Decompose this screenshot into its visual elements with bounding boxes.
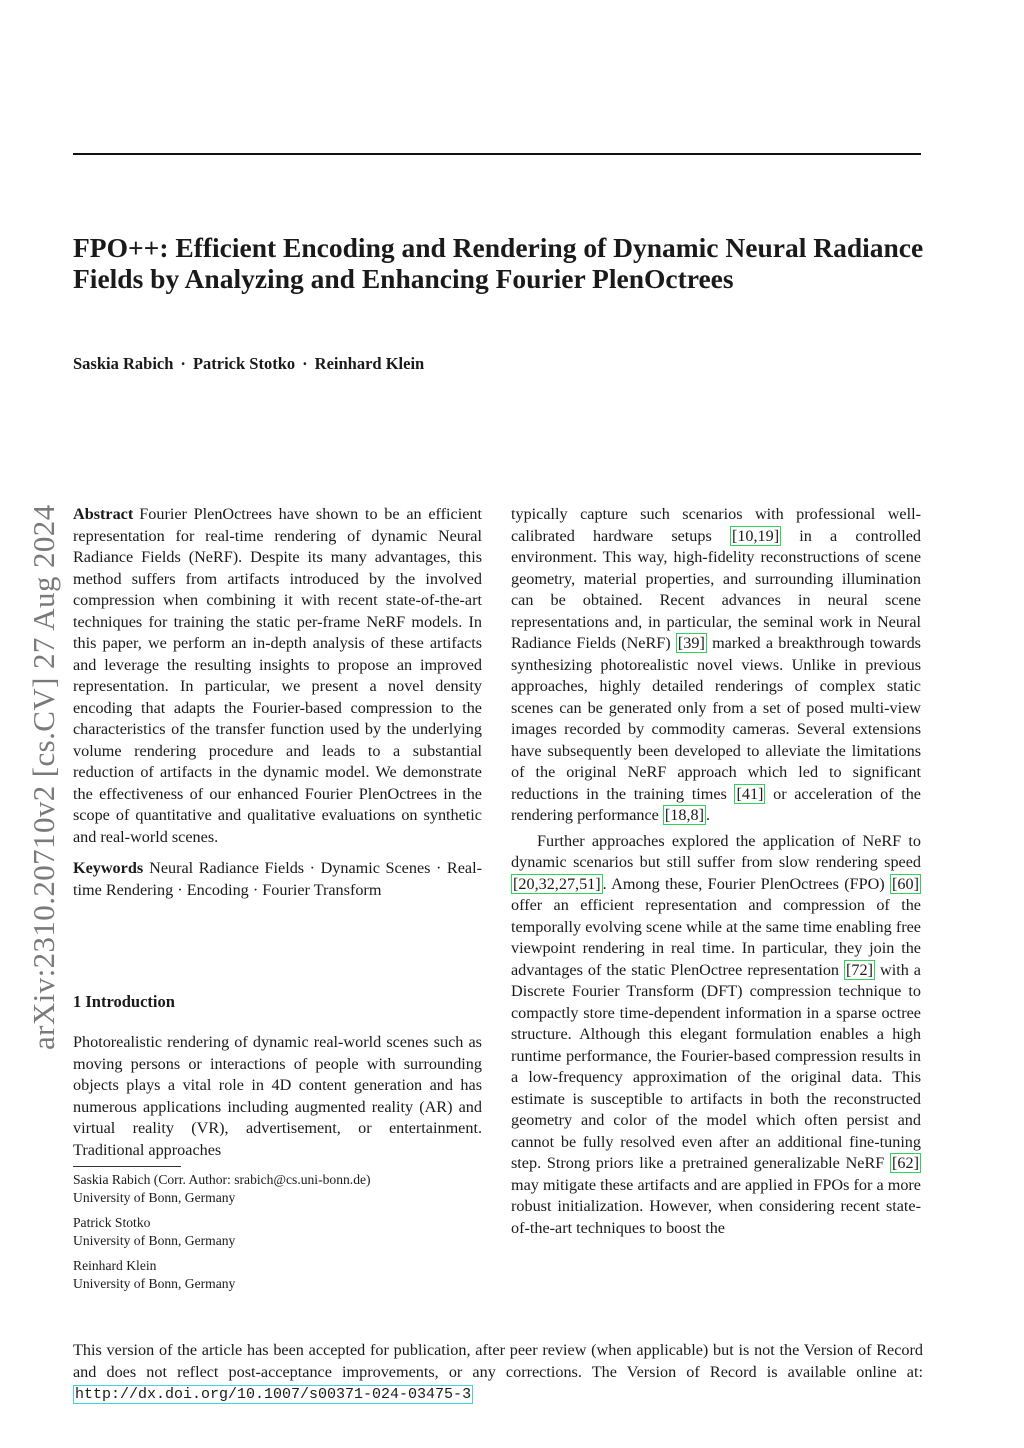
notice-text: This version of the article has been accepted for publication, after peer review (when applicable) but is not the Version of Record and does not reflect post-acceptance improvements, or any corrections. The Version of Record is available online at: <box>73 1341 923 1381</box>
header-rule <box>73 153 921 155</box>
body-text: may mitigate these artifacts and are applied in FPOs for a more robust initialization. However, when considering recent state-of-the-art techniques to boost the <box>511 1175 921 1237</box>
body-text: . <box>706 806 711 824</box>
doi-link[interactable]: http://dx.doi.org/10.1007/s00371-024-03475-3 <box>75 1386 472 1403</box>
author-affiliations <box>73 1171 482 1300</box>
affiliation-name: Saskia Rabich (Corr. Author: srabich@cs.uni-bonn.de) <box>73 1172 371 1187</box>
abstract <box>73 504 482 848</box>
author-separator: · <box>302 354 308 373</box>
abstract-text: Fourier PlenOctrees have shown to be an efficient representation for real-time rendering of dynamic Neural Radiance Fields (NeRF). Despite its many advantages, this method suffers from artifacts introduced by the involved compression when combining it with recent state-of-the-art techniques for training the static per-frame NeRF models. In this paper, we perform an in-depth analysis of these artifacts and leverage the resulting insights to propose an improved representation. In particular, we present a novel density encoding that adapts the Fourier-based compression to the characteristics of the transfer function used by the underlying volume rendering procedure and leads to a substantial reduction of artifacts in the dynamic model. We demonstrate the effectiveness of our enhanced Fourier PlenOctrees in the scope of quantitative and qualitative evaluations on synthetic and real-world scenes. <box>73 505 482 846</box>
author-separator: · <box>180 354 186 373</box>
right-column <box>511 504 921 1239</box>
citation-link[interactable]: [20,32,27,51] <box>513 874 601 893</box>
author-name: Patrick Stotko <box>192 354 296 373</box>
paper-title: FPO++: Efficient Encoding and Rendering of Dynamic Neural Radiance Fields by Analyzing and Enhancing Fourier PlenOctrees <box>73 232 924 294</box>
keywords-text: Neural Radiance Fields · Dynamic Scenes · Real-time Rendering · Encoding · Fourier Transform <box>73 859 482 899</box>
body-paragraph <box>511 504 921 827</box>
citation-link[interactable]: [41] <box>736 784 764 803</box>
abstract-label: Abstract <box>73 505 134 523</box>
section-heading: 1 Introduction <box>73 992 175 1011</box>
affiliation-name: Patrick Stotko <box>73 1215 151 1230</box>
affiliation-entry <box>73 1257 482 1293</box>
body-text: typically capture such scenarios with professional well-calibrated hardware setups <box>511 505 921 545</box>
body-text: offer an efficient representation and compression of the temporally evolving scene while at the same time enabling free viewpoint rendering in real time. In particular, they join the advantages of the static PlenOctree representation <box>511 896 921 979</box>
author-list <box>73 354 424 374</box>
body-text: . Among these, Fourier PlenOctrees (FPO) <box>602 874 891 893</box>
citation-link[interactable]: [10,19] <box>731 526 780 545</box>
citation-link[interactable]: [18,8] <box>664 806 705 824</box>
affiliation-entry <box>73 1171 482 1207</box>
citation-link[interactable]: [60] <box>892 874 919 893</box>
affiliation-institution: University of Bonn, Germany <box>73 1233 236 1248</box>
affiliation-entry <box>73 1214 482 1250</box>
body-paragraph <box>511 831 921 1240</box>
affiliation-name: Reinhard Klein <box>73 1258 157 1273</box>
publication-notice <box>73 1340 923 1406</box>
keywords-label: Keywords <box>73 859 144 877</box>
body-text: in a controlled environment. This way, high-fidelity reconstructions of scene geometry, material properties, and surrounding illumination can be obtained. Recent advances in neural scene representations and, in particular, the seminal work in Neural Radiance Fields (NeRF) <box>511 526 921 652</box>
body-text: marked a breakthrough towards synthesizing photorealistic novel views. Unlike in previous approaches, highly detailed renderings of complex static scenes can be generated only from a set of posed multi-view images recorded by commodity cameras. Several extensions have subsequently been developed to alleviate the limitations of the original NeRF approach which led to significant reductions in the training times <box>511 634 921 803</box>
citation-link[interactable]: [39] <box>677 634 705 652</box>
author-name: Reinhard Klein <box>314 354 425 373</box>
citation-link[interactable]: [62] <box>892 1154 919 1172</box>
affiliation-institution: University of Bonn, Germany <box>73 1276 236 1291</box>
body-text: with a Discrete Fourier Transform (DFT) compression technique to compactly store time-dependent information in a sparse octree structure. Although this elegant formulation enables a high runtime performance, the Fourier-based compression results in a low-frequency approximation of the original data. This estimate is susceptible to artifacts in both the reconstructed geometry and color of the model which often persist and cannot be fully resolved even after an additional fine-tuning step. Strong priors like a pretrained generalizable NeRF <box>511 960 921 1172</box>
author-name: Saskia Rabich <box>73 354 174 373</box>
body-text: or acceleration of the rendering performance <box>511 784 921 824</box>
body-text: Further approaches explored the application of NeRF to dynamic scenarios but still suffer from slow rendering speed <box>511 831 921 871</box>
citation-link[interactable]: [72] <box>846 960 873 979</box>
left-column <box>73 504 482 901</box>
intro-paragraph: Photorealistic rendering of dynamic real-world scenes such as moving persons or interactions of people with surrounding objects plays a vital role in 4D content generation and has numerous applications including augmented reality (AR) and virtual reality (VR), advertisement, or entertainment. Traditional approaches <box>73 1033 482 1159</box>
affiliation-institution: University of Bonn, Germany <box>73 1190 236 1205</box>
arxiv-stamp: arXiv:2310.20710v2 [cs.CV] 27 Aug 2024 <box>26 504 61 1050</box>
footnote-rule <box>73 1166 181 1167</box>
keywords <box>73 858 482 901</box>
